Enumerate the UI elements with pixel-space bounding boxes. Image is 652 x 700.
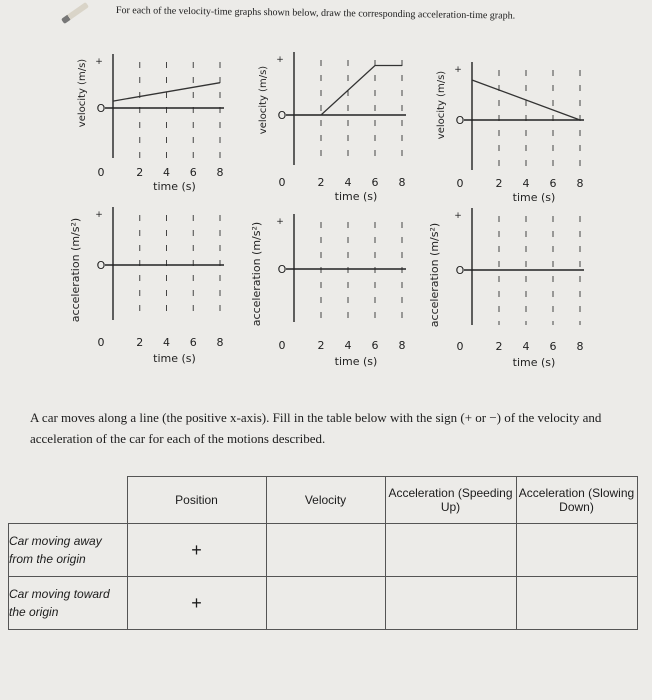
table-header-row xyxy=(9,477,638,524)
plus-mark: + xyxy=(95,210,103,220)
header-position: Position xyxy=(127,477,266,524)
velocity-tick-label: 0 xyxy=(278,176,286,189)
time-axis-label: time (s) xyxy=(153,180,196,193)
cell-away-acc-down[interactable] xyxy=(516,524,637,577)
cell-toward-acc-up[interactable] xyxy=(385,577,516,630)
acceleration-tick-label: 6 xyxy=(189,336,197,349)
header-velocity: Velocity xyxy=(266,477,385,524)
cell-toward-acc-down[interactable] xyxy=(516,577,637,630)
acceleration-tick-label: 0 xyxy=(456,340,464,353)
acceleration-axis-label: acceleration (m/s²) xyxy=(69,217,82,323)
cell-toward-position: + xyxy=(127,577,266,630)
acceleration-tick-label: 0 xyxy=(97,336,105,349)
velocity-tick-label: 0 xyxy=(456,177,464,190)
acceleration-tick-label: 8 xyxy=(398,339,406,352)
velocity-tick-label: 8 xyxy=(398,176,406,189)
sign-table xyxy=(8,476,638,630)
velocity-tick-label: 8 xyxy=(576,177,584,190)
acceleration-zero-label: O xyxy=(455,264,465,277)
header-acceleration-speeding-up: Acceleration (Speeding Up) xyxy=(385,477,516,524)
plus-mark: + xyxy=(454,211,462,221)
velocity-zero-label: O xyxy=(96,102,106,115)
acceleration-tick-label: 2 xyxy=(136,336,144,349)
velocity-tick-label: 4 xyxy=(344,176,352,189)
velocity-tick-label: 4 xyxy=(522,177,530,190)
velocity-axis-label: velocity (m/s) xyxy=(258,65,269,135)
plus-mark: + xyxy=(276,217,284,227)
acceleration-tick-label: 2 xyxy=(317,339,325,352)
acceleration-tick-label: 6 xyxy=(549,340,557,353)
velocity-zero-label: O xyxy=(455,114,465,127)
row-label-away: Car moving away from the origin xyxy=(9,524,128,577)
cell-away-velocity[interactable] xyxy=(266,524,385,577)
plus-mark: + xyxy=(276,55,284,65)
time-axis-label: time (s) xyxy=(512,356,556,369)
time-axis-label: time (s) xyxy=(334,355,378,368)
table-row xyxy=(9,577,638,630)
velocity-tick-label: 6 xyxy=(371,176,379,189)
acceleration-tick-label: 8 xyxy=(576,340,584,353)
plus-mark: + xyxy=(95,57,103,67)
velocity-zero-label: O xyxy=(277,109,287,122)
time-axis-label: time (s) xyxy=(153,352,196,365)
acceleration-axis-label: acceleration (m/s²) xyxy=(250,221,263,327)
velocity-tick-label: 6 xyxy=(549,177,557,190)
header-acceleration-slowing-down: Acceleration (Slowing Down) xyxy=(516,477,637,524)
table-corner xyxy=(9,477,128,524)
acceleration-tick-label: 6 xyxy=(371,339,379,352)
velocity-tick-label: 2 xyxy=(136,166,144,179)
velocity-axis-label: velocity (m/s) xyxy=(436,70,447,140)
velocity-tick-label: 6 xyxy=(189,166,197,179)
table-row xyxy=(9,524,638,577)
cell-toward-velocity[interactable] xyxy=(266,577,385,630)
acceleration-zero-label: O xyxy=(96,259,106,272)
instruction-text: For each of the velocity-time graphs shown below, draw the corresponding acceleration-time graph. xyxy=(115,5,516,22)
velocity-tick-label: 0 xyxy=(97,166,105,179)
velocity-curve xyxy=(113,83,220,101)
velocity-tick-label: 8 xyxy=(216,166,224,179)
acceleration-tick-label: 4 xyxy=(163,336,170,349)
acceleration-zero-label: O xyxy=(277,263,287,276)
acceleration-tick-label: 4 xyxy=(522,340,530,353)
velocity-tick-label: 4 xyxy=(163,166,170,179)
velocity-tick-label: 2 xyxy=(495,177,503,190)
acceleration-tick-label: 8 xyxy=(216,336,224,349)
acceleration-tick-label: 0 xyxy=(278,339,286,352)
acceleration-axis-label: acceleration (m/s²) xyxy=(428,222,441,328)
velocity-axis-label: velocity (m/s) xyxy=(77,58,88,128)
row-label-toward: Car moving toward the origin xyxy=(9,577,128,630)
time-axis-label: time (s) xyxy=(512,191,556,204)
acceleration-tick-label: 4 xyxy=(344,339,352,352)
plus-mark: + xyxy=(454,65,462,75)
velocity-tick-label: 2 xyxy=(317,176,325,189)
cell-away-position: + xyxy=(127,524,266,577)
acceleration-tick-label: 2 xyxy=(495,340,503,353)
time-axis-label: time (s) xyxy=(334,190,378,203)
cell-away-acc-up[interactable] xyxy=(385,524,516,577)
question-text: A car moves along a line (the positive x-axis). Fill in the table below with the sign (+ or −) of the velocity and acceleration of the car for each of the motions described. xyxy=(30,410,602,446)
